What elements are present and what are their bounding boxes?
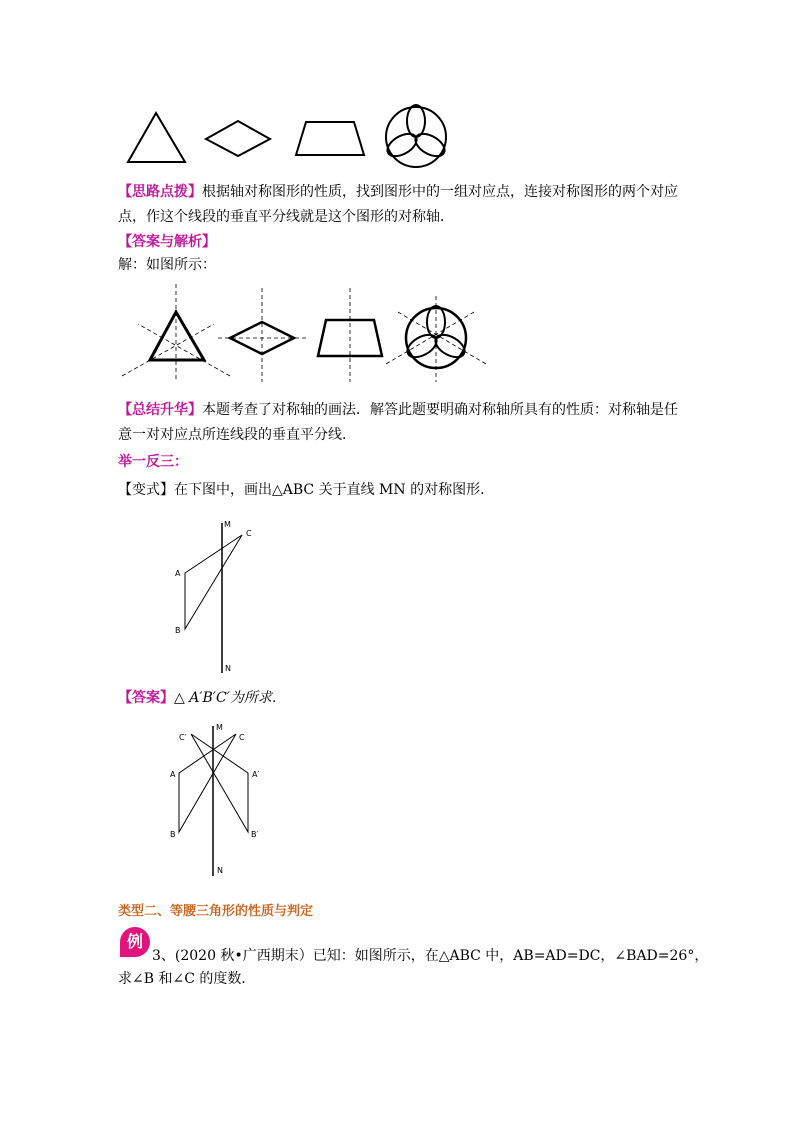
variant-answer-paragraph	[118, 687, 286, 709]
variant-label: 【变式】	[118, 482, 174, 498]
tips-line2: 点，作这个线段的垂直平分线就是这个图形的对称轴．	[118, 209, 454, 225]
label-M: M	[224, 520, 231, 529]
summary-label: 【总结升华】	[118, 402, 202, 418]
answer-analysis-label: 【答案与解析】	[118, 234, 216, 250]
trapezoid-with-axis	[318, 288, 382, 382]
triangle-shape	[128, 113, 185, 162]
triangle-with-axes	[122, 284, 230, 380]
tips-paragraph	[118, 181, 678, 203]
tips-label: 【思路点拨】	[118, 184, 202, 200]
summary-line2: 意一对对应点所连线段的垂直平分线．	[118, 427, 356, 443]
example-badge	[120, 927, 150, 957]
variant-answer-text: △ A′B′C′为所求．	[174, 690, 286, 706]
example-badge-text: 例	[126, 932, 143, 951]
label-A: A	[170, 770, 176, 779]
solution-text: 解：如图所示：	[118, 257, 216, 273]
label-A-prime: A′	[252, 770, 260, 779]
label-C-prime: C′	[179, 733, 187, 742]
rhombus-with-axes	[218, 288, 308, 382]
section-heading: 类型二、等腰三角形的性质与判定	[118, 904, 314, 919]
label-B: B	[175, 626, 181, 635]
example-line2: 求∠B 和∠C 的度数．	[118, 971, 256, 987]
label-N: N	[217, 866, 223, 875]
label-C: C	[246, 529, 252, 538]
label-B: B	[170, 830, 176, 839]
trefoil-with-axes	[386, 296, 486, 382]
variant-answer-label: 【答案】	[118, 690, 174, 706]
variant-text: 在下图中，画出△ABC 关于直线 MN 的对称图形．	[174, 482, 495, 498]
shapes-row-figure	[120, 105, 460, 170]
label-N: N	[225, 664, 231, 673]
variant-figure	[170, 515, 270, 680]
tips-line1: 根据轴对称图形的性质，找到图形中的一组对应点，连接对称图形的两个对应	[202, 184, 678, 200]
trapezoid-shape	[296, 122, 364, 155]
symmetry-axes-figure	[118, 282, 498, 382]
label-B-prime: B′	[251, 830, 259, 839]
label-C: C	[239, 733, 245, 742]
variant-answer-figure	[162, 718, 282, 883]
rhombus-shape	[206, 121, 270, 156]
summary-paragraph	[118, 399, 678, 421]
variant-paragraph	[118, 479, 494, 501]
label-M: M	[216, 723, 223, 732]
trefoil-circle-shape	[384, 105, 449, 167]
label-A: A	[175, 569, 181, 578]
practice-heading: 举一反三：	[118, 454, 188, 470]
example-line1: 3、(2020 秋•广西期末）已知：如图所示，在△ABC 中，AB=AD=DC，∠BAD=26°，	[152, 948, 709, 964]
summary-line1: 本题考查了对称轴的画法．解答此题要明确对称轴所具有的性质：对称轴是任	[202, 402, 678, 418]
